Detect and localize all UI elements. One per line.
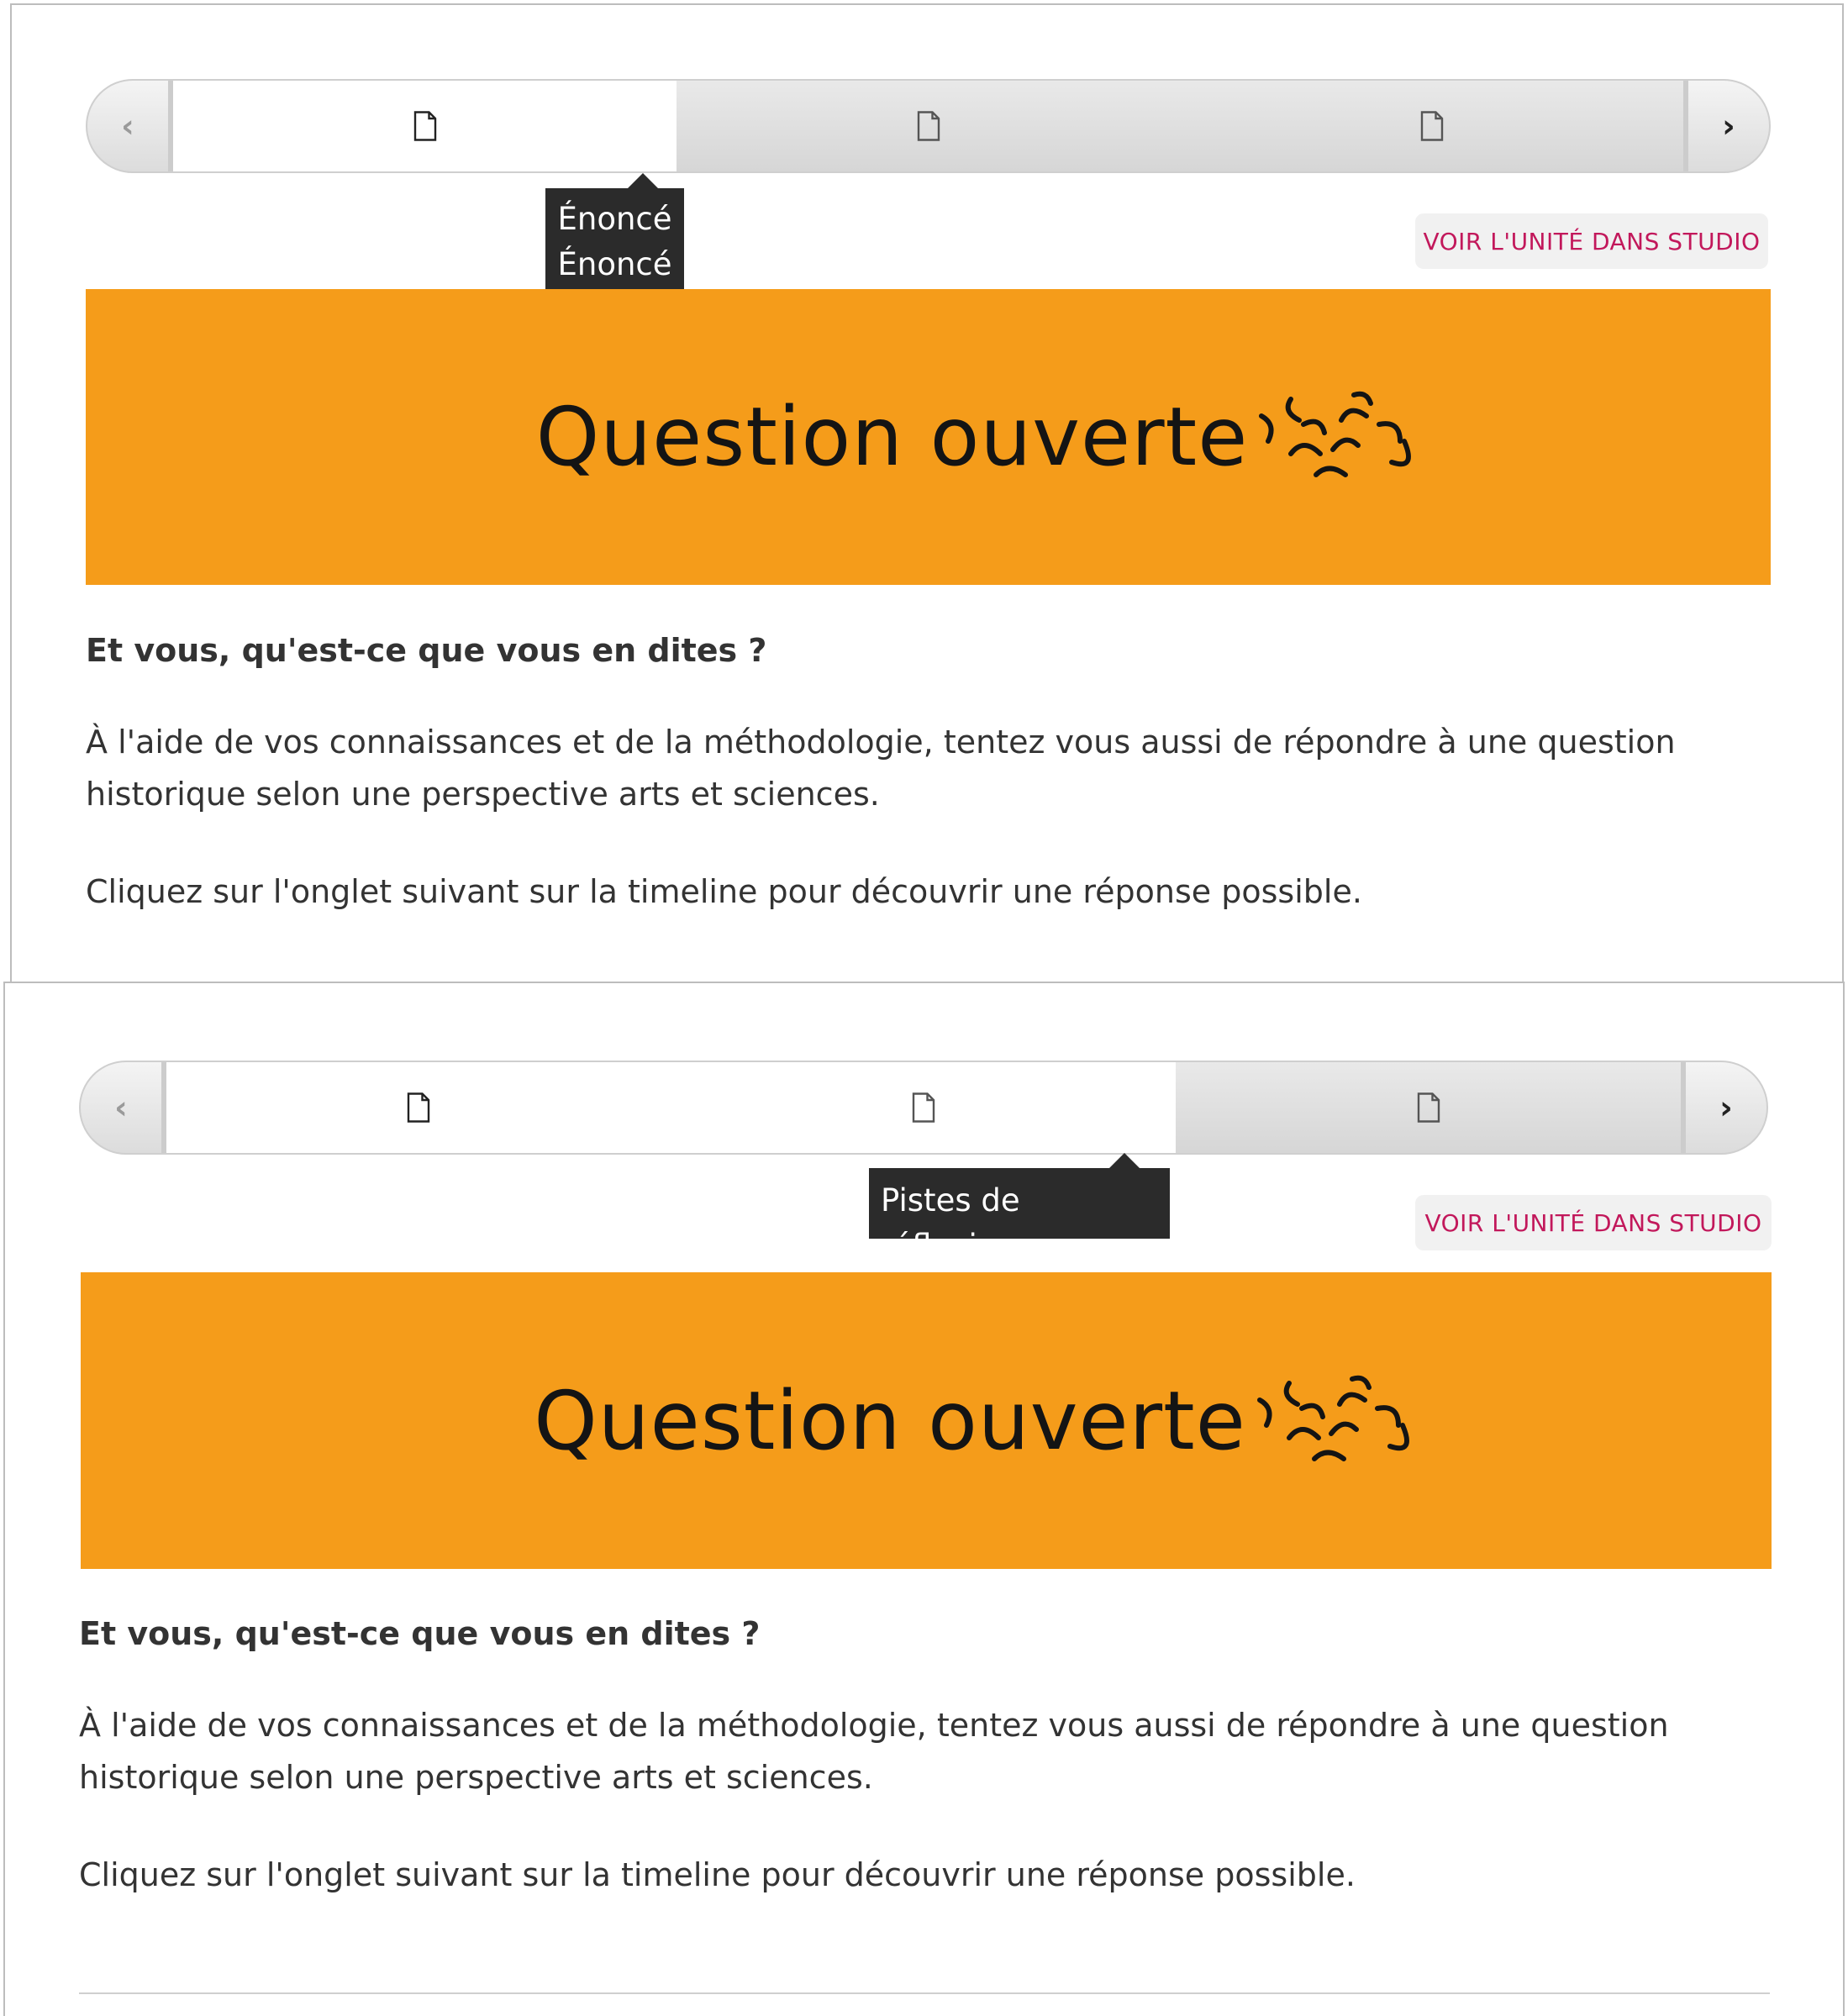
banner-title: Question ouverte (534, 1373, 1246, 1468)
content-paragraph: Cliquez sur l'onglet suivant sur la timeline pour découvrir une réponse possible. (86, 873, 1362, 910)
chevron-left-icon: ‹ (114, 1089, 128, 1126)
tab-third-unit[interactable] (1180, 81, 1683, 171)
content-paragraph: À l'aide de vos connaissances et de la méthodologie, tentez vous aussi de répondre à une question historique selon une perspective arts et sciences. (79, 1707, 1669, 1796)
question-banner (86, 289, 1771, 585)
squiggle-decoration-icon (1253, 382, 1429, 492)
tooltip-line: Pistes de réflexion (881, 1182, 1020, 1264)
content-heading: Et vous, qu'est-ce que vous en dites ? (86, 632, 767, 669)
sequence-navigation (79, 1061, 1768, 1155)
document-icon (1416, 1092, 1441, 1123)
tab-third-unit[interactable] (1176, 1062, 1681, 1153)
view-in-studio-button[interactable]: VOIR L'UNITÉ DANS STUDIO (1415, 213, 1768, 269)
unit-panel-pistes (3, 982, 1845, 2016)
previous-button[interactable] (87, 81, 173, 171)
document-icon (1419, 111, 1445, 141)
tooltip-line: Énoncé (557, 246, 672, 282)
divider (79, 1992, 1770, 1994)
question-banner (81, 1272, 1772, 1569)
squiggle-decoration-icon (1251, 1366, 1428, 1476)
unit-content (79, 1615, 1768, 1946)
document-icon (911, 1092, 936, 1123)
next-button[interactable] (1681, 1062, 1766, 1153)
chevron-right-icon: › (1722, 108, 1735, 145)
document-icon (413, 111, 438, 141)
sequence-navigation (86, 79, 1771, 173)
sequence-tabs (173, 81, 1683, 171)
content-paragraph: À l'aide de vos connaissances et de la méthodologie, tentez vous aussi de répondre à une question historique selon une perspective arts et sciences. (86, 724, 1676, 813)
tooltip-line: Énoncé (557, 201, 672, 237)
chevron-left-icon: ‹ (121, 108, 134, 145)
next-button[interactable] (1683, 81, 1769, 171)
unit-content (86, 632, 1775, 963)
document-icon (916, 111, 941, 141)
tab-enonce[interactable] (166, 1062, 671, 1153)
content-paragraph: Cliquez sur l'onglet suivant sur la timeline pour découvrir une réponse possible. (79, 1856, 1356, 1893)
tab-pistes-de-reflexion[interactable] (677, 81, 1180, 171)
tab-tooltip (545, 188, 684, 296)
unit-panel-enonce (10, 3, 1844, 985)
sequence-tabs (166, 1062, 1681, 1153)
tab-pistes-de-reflexion[interactable] (671, 1062, 1177, 1153)
banner-title: Question ouverte (535, 390, 1249, 484)
content-heading: Et vous, qu'est-ce que vous en dites ? (79, 1615, 761, 1652)
previous-button[interactable] (81, 1062, 166, 1153)
tab-enonce[interactable] (173, 81, 677, 171)
tab-tooltip (869, 1168, 1170, 1264)
chevron-right-icon: › (1719, 1089, 1733, 1126)
document-icon (406, 1092, 431, 1123)
view-in-studio-button[interactable]: VOIR L'UNITÉ DANS STUDIO (1415, 1195, 1772, 1250)
